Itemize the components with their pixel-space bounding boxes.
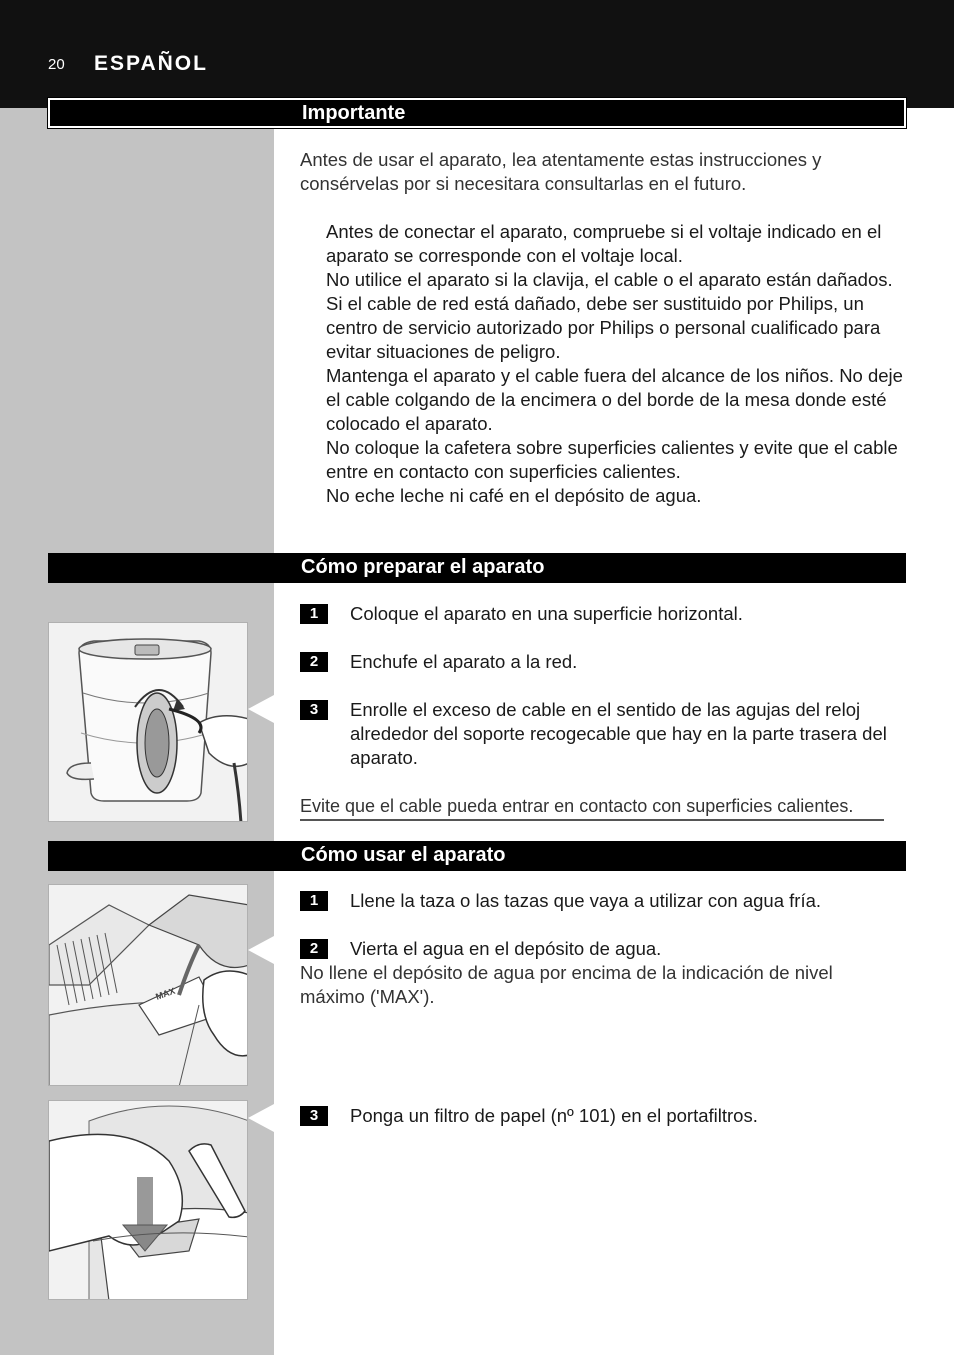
cord-warning: Evite que el cable pueda entrar en contacto con superficies calientes. xyxy=(300,794,884,821)
section-bar-use xyxy=(48,841,906,871)
important-bullet-list xyxy=(326,220,906,508)
use-step-1 xyxy=(300,889,906,913)
max-label: MAX xyxy=(154,985,177,1002)
page-number: 20 xyxy=(48,56,65,73)
max-level-note: No llene el depósito de agua por encima de la indicación de nivel máximo ('MAX'). xyxy=(300,962,833,1007)
prepare-step-2 xyxy=(300,650,906,674)
list-item: No coloque la cafetera sobre superficies calientes y evite que el cable entre en contacto con superficies calientes. xyxy=(326,437,898,482)
step-number: 1 xyxy=(300,604,328,624)
section-title-important: Importante xyxy=(302,102,406,124)
list-item: No utilice el aparato si la clavija, el cable o el aparato están dañados. xyxy=(326,269,893,290)
step-number: 1 xyxy=(300,891,328,911)
step-text: Enchufe el aparato a la red. xyxy=(350,651,578,672)
language-title: ESPAÑOL xyxy=(94,52,208,75)
step-number: 3 xyxy=(300,1106,328,1126)
important-intro: Antes de usar el aparato, lea atentamente estas instrucciones y consérvelas por si necesitara consultarlas en el futuro. xyxy=(300,149,822,194)
step-text: Enrolle el exceso de cable en el sentido de las agujas del reloj alrededor del soporte recogecable que hay en la parte trasera del aparato. xyxy=(350,699,887,768)
use-step-2 xyxy=(300,937,906,961)
step-text: Coloque el aparato en una superficie horizontal. xyxy=(350,603,743,624)
illustration-pointer xyxy=(248,1104,274,1132)
step-text: Ponga un filtro de papel (nº 101) en el portafiltros. xyxy=(350,1105,758,1126)
illustration-pointer xyxy=(248,936,274,964)
step-number: 2 xyxy=(300,652,328,672)
list-item: Mantenga el aparato y el cable fuera del alcance de los niños. No deje el cable colgando de la encimera o del borde de la mesa donde esté colocado el aparato. xyxy=(326,365,903,434)
prepare-step-1 xyxy=(300,602,906,626)
list-item: Si el cable de red está dañado, debe ser sustituido por Philips, un centro de servicio autorizado por Philips o personal cualificado para evitar situaciones de peligro. xyxy=(326,293,881,362)
step-text: Vierta el agua en el depósito de agua. xyxy=(350,938,662,959)
illustration-pointer xyxy=(248,695,274,723)
water-pour-illustration-icon xyxy=(48,884,248,1086)
list-item: Antes de conectar el aparato, compruebe si el voltaje indicado en el aparato se corresponde con el voltaje local. xyxy=(326,221,882,266)
section-bar-prepare xyxy=(48,553,906,583)
step-text: Llene la taza o las tazas que vaya a utilizar con agua fría. xyxy=(350,890,822,911)
section-bar-important xyxy=(48,98,906,128)
filter-insert-illustration-icon xyxy=(48,1100,248,1300)
use-step-3 xyxy=(300,1104,906,1128)
section-title-prepare: Cómo preparar el aparato xyxy=(301,556,545,578)
coffee-maker-cord-illustration-icon xyxy=(48,622,248,822)
prepare-step-3 xyxy=(300,698,906,770)
step-number: 2 xyxy=(300,939,328,959)
step-number: 3 xyxy=(300,700,328,720)
list-item: No eche leche ni café en el depósito de agua. xyxy=(326,485,702,506)
page-header xyxy=(0,0,954,108)
section-title-use: Cómo usar el aparato xyxy=(301,844,506,866)
